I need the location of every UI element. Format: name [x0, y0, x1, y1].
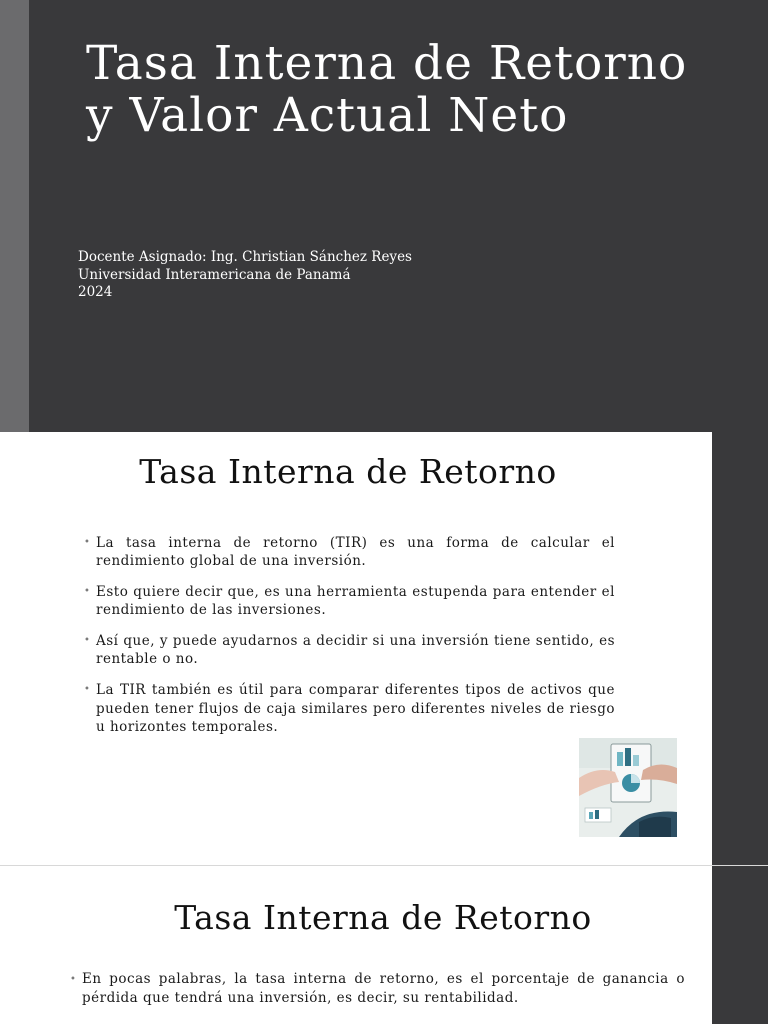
bullet-text: Así que, y puede ayudarnos a decidir si una inversión tiene sentido, es rentable o no.: [96, 633, 615, 668]
instructor-line: Docente Asignado: Ing. Christian Sánchez Reyes: [78, 249, 412, 265]
content-slide-tir: [0, 432, 768, 865]
bullet-icon: •: [84, 684, 91, 696]
bullet-item: [84, 632, 615, 669]
bullet-list: [70, 970, 685, 1008]
title-slide: [0, 0, 768, 432]
bullet-item: [70, 970, 685, 1008]
bullet-item: [84, 583, 615, 620]
bullet-item: [84, 534, 615, 571]
bullet-icon: •: [84, 635, 91, 647]
right-accent-bar: [712, 866, 768, 1024]
bullet-icon: •: [84, 537, 91, 548]
presentation-title: [86, 38, 746, 142]
title-line: y Valor Actual Neto: [86, 88, 569, 143]
bullet-text: En pocas palabras, la tasa interna de retorno, es el porcentaje de ganancia o pérdida que tendrá una inversión, es decir, su rentabilidad.: [82, 971, 685, 1006]
business-meeting-photo: [579, 738, 677, 837]
university-line: Universidad Interamericana de Panamá: [78, 266, 351, 283]
bullet-icon: •: [84, 586, 91, 598]
slide-heading: Tasa Interna de Retorno: [174, 898, 592, 937]
left-accent-stripe: [0, 0, 29, 432]
slide-heading: Tasa Interna de Retorno: [139, 452, 557, 491]
bullet-text: La tasa interna de retorno (TIR) es una forma de calcular el rendimiento global de una inversión.: [96, 535, 615, 570]
content-slide-tir-definition: [0, 866, 768, 1024]
bullet-text: La TIR también es útil para comparar diferentes tipos de activos que pueden tener flujos de caja similares pero diferentes niveles de riesgo u horizontes temporales.: [96, 682, 615, 735]
bullet-icon: •: [70, 974, 77, 985]
photo-illustration: [579, 738, 677, 837]
title-line: Tasa Interna de Retorno: [86, 36, 688, 91]
bullet-list: [84, 534, 615, 749]
bullet-text: Esto quiere decir que, es una herramienta estupenda para entender el rendimiento de las inversiones.: [96, 584, 615, 619]
presentation-subtitle: [78, 249, 412, 302]
bullet-item: [84, 681, 615, 736]
right-accent-bar: [712, 432, 768, 865]
year-line: 2024: [78, 284, 113, 300]
